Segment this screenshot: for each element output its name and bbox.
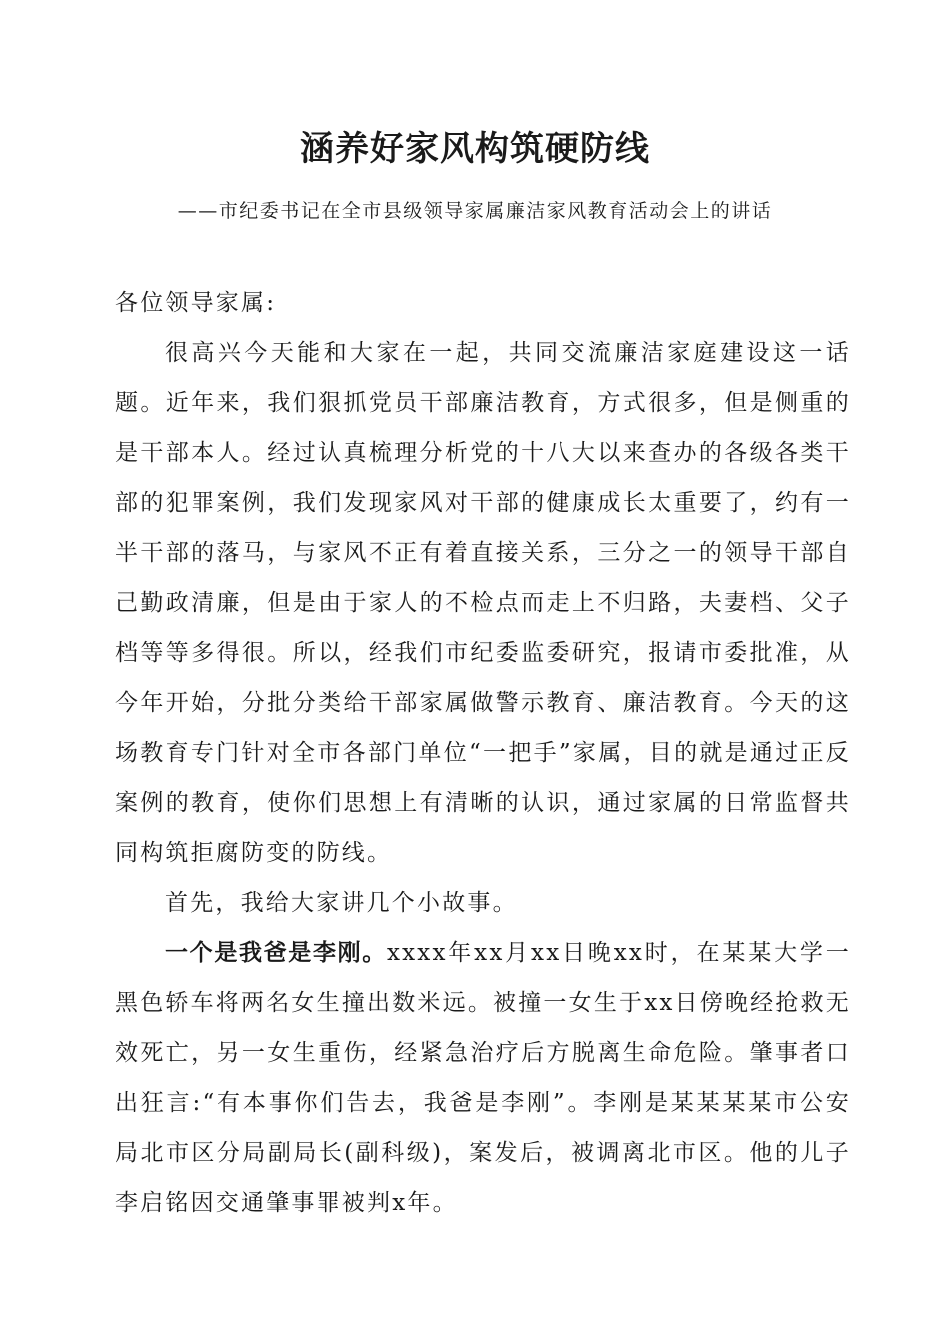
story-1-heading: 一个是我爸是李刚。 xyxy=(165,940,387,966)
story-1-text: xxxx年xx月xx日晚xx时，在某某大学一黑色轿车将两名女生撞出数米远。被撞一女生于xx日傍晚经抢救无效死亡，另一女生重伤，经紧急治疗后方脱离生命危险。肇事者口出狂言:“有本事你们告去，我爸是李刚”。李刚是某某某某市公安局北市区分局副局长(副科级)，案发后，被调离北市区。他的儿子李启铭因交通肇事罪被判x年。 xyxy=(115,940,851,1216)
document-title: 涵养好家风构筑硬防线 xyxy=(300,129,650,169)
document-subtitle: ——市纪委书记在全市县级领导家属廉洁家风教育活动会上的讲话 xyxy=(177,200,773,222)
salutation: 各位领导家属: xyxy=(115,290,277,316)
document-body xyxy=(115,278,851,1228)
paragraph-story-1 xyxy=(115,928,851,1228)
paragraph-intro: 很高兴今天能和大家在一起，共同交流廉洁家庭建设这一话题。近年来，我们狠抓党员干部廉洁教育，方式很多，但是侧重的是干部本人。经过认真梳理分析党的十八大以来查办的各级各类干部的犯罪案例，我们发现家风对干部的健康成长太重要了，约有一半干部的落马，与家风不正有着直接关系，三分之一的领导干部自己勤政清廉，但是由于家人的不检点而走上不归路，夫妻档、父子档等等多得很。所以，经我们市纪委监委研究，报请市委批准，从今年开始，分批分类给干部家属做警示教育、廉洁教育。今天的这场教育专门针对全市各部门单位“一把手”家属，目的就是通过正反案例的教育，使你们思想上有清晰的认识，通过家属的日常监督共同构筑拒腐防变的防线。 xyxy=(115,340,851,866)
paragraph-stories-intro: 首先，我给大家讲几个小故事。 xyxy=(165,890,518,916)
